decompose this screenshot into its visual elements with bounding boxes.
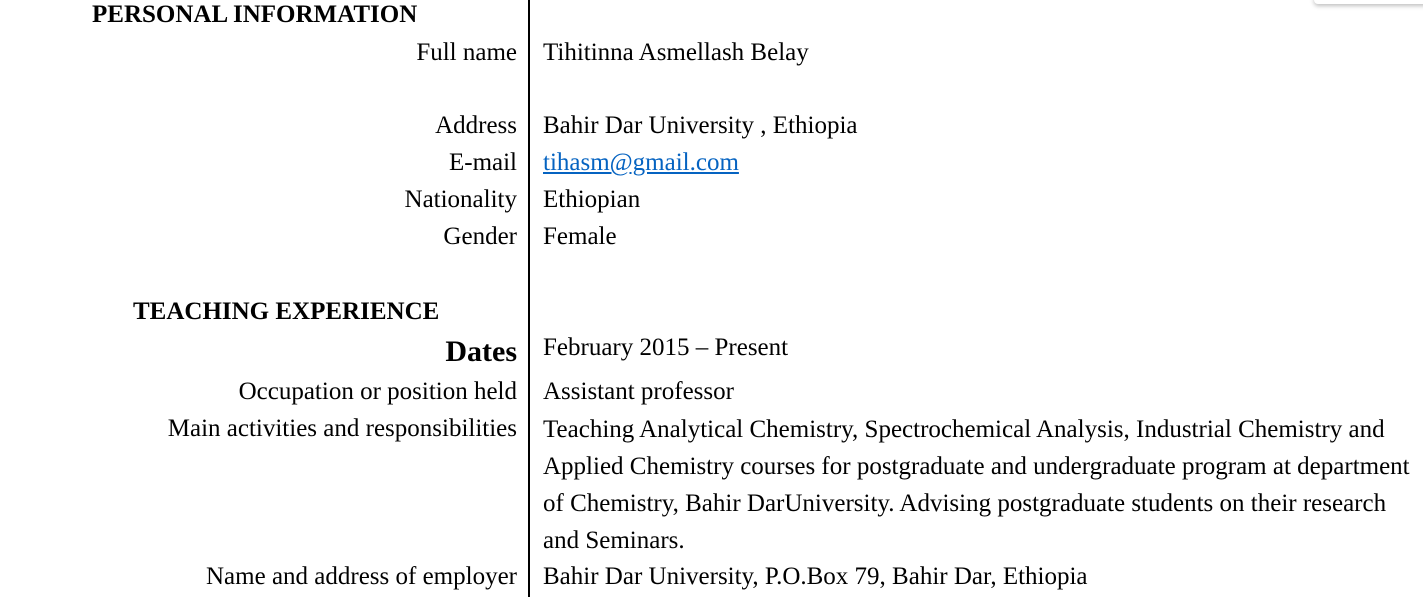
email-value bbox=[543, 148, 739, 178]
personal-information-heading: PERSONAL INFORMATION bbox=[92, 1, 418, 28]
email-label: E-mail bbox=[448, 149, 517, 176]
address-value: Bahir Dar University , Ethiopia bbox=[543, 112, 858, 139]
gender-label: Gender bbox=[443, 223, 517, 250]
dates-value: February 2015 – Present bbox=[543, 334, 789, 361]
employer-label: Name and address of employer bbox=[206, 563, 517, 590]
occupation-value: Assistant professor bbox=[543, 378, 734, 405]
activities-label: Main activities and responsibilities bbox=[167, 415, 517, 442]
address-label: Address bbox=[435, 112, 517, 139]
nationality-value: Ethiopian bbox=[543, 186, 641, 213]
full-name-label: Full name bbox=[416, 39, 517, 66]
email-link[interactable]: tihasm@gmail.com bbox=[543, 149, 739, 176]
employer-value: Bahir Dar University, P.O.Box 79, Bahir Dar, Ethiopia bbox=[543, 563, 1088, 590]
column-divider bbox=[528, 0, 530, 597]
nationality-label: Nationality bbox=[404, 186, 517, 213]
window-corner-shadow bbox=[1314, 0, 1423, 4]
full-name-value: Tihitinna Asmellash Belay bbox=[543, 39, 809, 66]
gender-value: Female bbox=[543, 223, 617, 250]
activities-value: Teaching Analytical Chemistry, Spectrochemical Analysis, Industrial Chemistry and Applied Chemistry courses for postgraduate and undergraduate program at department of Chemistry, Bahir DarUniversity. Advising postgraduate students on their research and Seminars. bbox=[543, 416, 1410, 554]
teaching-experience-heading: TEACHING EXPERIENCE bbox=[133, 298, 440, 325]
occupation-label: Occupation or position held bbox=[238, 378, 517, 405]
dates-label: Dates bbox=[445, 335, 517, 368]
